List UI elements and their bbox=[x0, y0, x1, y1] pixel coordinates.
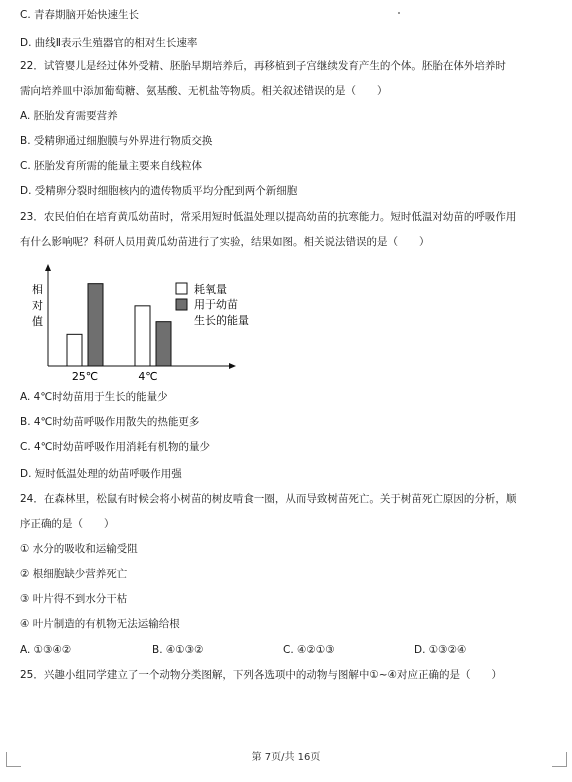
top-text-line-9: 23．农民伯伯在培育黄瓜幼苗时，常采用短时低温处理以提高幼苗的抗寒能力。短时低温对幼苗的呼吸作用 bbox=[20, 211, 517, 223]
bottom-text-line-4: D. 短时低温处理的幼苗呼吸作用强 bbox=[20, 468, 182, 480]
top-text-line-1: C. 青春期脑开始快速生长 bbox=[20, 9, 140, 21]
legend-label-oxygen: 耗氧量 bbox=[194, 283, 227, 296]
y-axis-label-2: 对 bbox=[32, 299, 43, 312]
bar-energy-4c bbox=[156, 322, 171, 366]
top-text-line-7: C. 胚胎发育所需的能量主要来自线粒体 bbox=[20, 160, 203, 172]
legend-label-energy-line1: 用于幼苗 bbox=[194, 298, 238, 311]
scan-dot bbox=[398, 12, 400, 14]
top-text-line-10: 有什么影响呢？科研人员用黄瓜幼苗进行了实验，结果如图。相关说法错误的是（ ） bbox=[20, 236, 430, 248]
bottom-text-line-1: A. 4℃时幼苗用于生长的能量少 bbox=[20, 391, 168, 403]
bottom-text-line-10: ④ 叶片制造的有机物无法运输给根 bbox=[20, 618, 180, 630]
crop-mark-right bbox=[552, 752, 567, 767]
top-text-line-5: A. 胚胎发育需要营养 bbox=[20, 110, 118, 122]
legend-swatch-oxygen bbox=[176, 283, 187, 294]
bottom-text-line-6: 序正确的是（ ） bbox=[20, 518, 115, 530]
x-axis-arrow bbox=[229, 363, 236, 369]
x-tick-label-25c: 25℃ bbox=[71, 370, 99, 383]
bottom-text-line-8: ② 根细胞缺少营养死亡 bbox=[20, 568, 128, 580]
top-text-line-6: B. 受精卵通过细胞膜与外界进行物质交换 bbox=[20, 135, 213, 147]
top-text-line-4: 需向培养皿中添加葡萄糖、氨基酸、无机盐等物质。相关叙述错误的是（ ） bbox=[20, 85, 388, 97]
bar-chart bbox=[22, 262, 282, 387]
q24-option-b: B. ④①③② bbox=[152, 644, 204, 656]
y-axis-label-1: 相 bbox=[32, 283, 43, 296]
y-axis-arrow bbox=[45, 264, 51, 271]
top-text-line-2: D. 曲线Ⅱ表示生殖器官的相对生长速率 bbox=[20, 37, 198, 49]
x-tick-label-4c: 4℃ bbox=[138, 370, 158, 383]
q25-stem: 25．兴趣小组同学建立了一个动物分类图解，下列各选项中的动物与图解中①~④对应正确的是（ ） bbox=[20, 669, 502, 681]
bottom-text-line-3: C. 4℃时幼苗呼吸作用消耗有机物的量少 bbox=[20, 441, 210, 453]
bottom-text-line-7: ① 水分的吸收和运输受阻 bbox=[20, 543, 138, 555]
legend-swatch-energy bbox=[176, 299, 187, 310]
legend-label-energy-line2: 生长的能量 bbox=[194, 314, 249, 327]
y-axis-label-3: 值 bbox=[32, 315, 43, 328]
bottom-text-line-5: 24．在森林里，松鼠有时候会将小树苗的树皮啃食一圈，从而导致树苗死亡。关于树苗死亡原因的分析，顺 bbox=[20, 493, 517, 505]
top-text-line-8: D. 受精卵分裂时细胞核内的遗传物质平均分配到两个新细胞 bbox=[20, 185, 298, 197]
top-text-line-3: 22．试管婴儿是经过体外受精、胚胎早期培养后，再移植到子宫继续发育产生的个体。胚胎在体外培养时 bbox=[20, 60, 506, 72]
q24-option-c: C. ④②①③ bbox=[283, 644, 335, 656]
q24-option-a: A. ①③④② bbox=[20, 644, 72, 656]
bar-oxygen-4c bbox=[135, 306, 150, 366]
crop-mark-left bbox=[6, 752, 21, 767]
q24-option-d: D. ①③②④ bbox=[414, 644, 467, 656]
bottom-text-line-2: B. 4℃时幼苗呼吸作用散失的热能更多 bbox=[20, 416, 200, 428]
bar-oxygen-25c bbox=[67, 334, 82, 366]
bottom-text-line-9: ③ 叶片得不到水分干枯 bbox=[20, 593, 128, 605]
bar-energy-25c bbox=[88, 284, 103, 366]
page-footer: 第 7页/共 16页 bbox=[251, 752, 321, 763]
